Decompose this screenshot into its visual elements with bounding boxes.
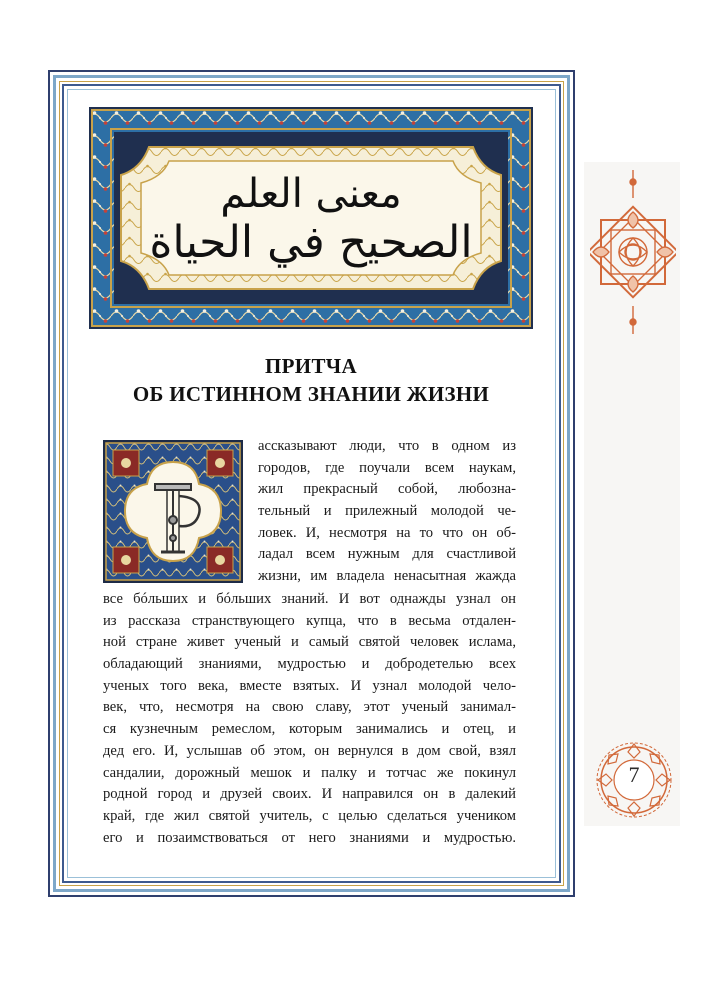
calligraphy-line-2: الصحيح في الحياة [149, 217, 473, 268]
body-line: ученых того века, вместе взятых. И узнал молодой чело- [103, 677, 516, 694]
body-line: дед его. И, услышав об этом, он вернулся в дом свой, взял [103, 742, 516, 759]
body-text [103, 589, 516, 849]
body-line: жил прекрасный собой, любозна- [258, 481, 516, 498]
body-line: край, где жил святой учитель, с целью сделаться учеником [103, 807, 516, 824]
body-line: ладал всем нужным для счастливой [258, 546, 516, 563]
page-number: 7 [628, 762, 640, 787]
body-text-beside-initial [258, 436, 516, 588]
body-line: жизни, им владела ненасытная жажда [258, 568, 516, 585]
drop-cap-letter: Р [172, 576, 174, 577]
body-line: ловек. И, несмотря на то что он об- [258, 524, 516, 541]
page-title [75, 352, 547, 408]
body-line: все бóльших и бóльших знаний. И вот однажды узнал он [103, 591, 516, 607]
calligraphy-line-1: معنى العلم [220, 171, 402, 217]
title-line-2: ОБ ИСТИННОМ ЗНАНИИ ЖИЗНИ [132, 382, 490, 406]
body-line: из рассказа странствующего купца, что в весьма отдален- [103, 612, 516, 629]
body-line: родной город и друзей своих. И направился он в далекий [103, 786, 516, 803]
body-line: сандалии, дорожный мешок и палку и тотчас же покинул [103, 764, 516, 781]
body-line: его и позаимствоваться от него знаниями и мудростью. [103, 829, 516, 846]
body-line: век, что, несмотря на свою славу, этот ученый занимал- [103, 699, 516, 716]
illuminated-initial [103, 440, 243, 583]
body-line: городов, где поучали всем наукам, [258, 459, 516, 476]
body-line: тельный и прилежный молодой че- [258, 503, 516, 520]
title-line-1: ПРИТЧА [265, 354, 357, 378]
body-line: обладающий знаниями, мудростью и добродетелью всех [103, 656, 516, 673]
body-line: ной стране живет ученый и самый святой человек ислама, [103, 634, 516, 651]
body-line: ассказывают люди, что в одном из [258, 438, 516, 454]
arabesque-ornament-icon [590, 168, 676, 336]
calligraphy-header-panel [89, 107, 533, 329]
body-line: ся кузнечным ремеслом, которым занимались и отец, и [103, 721, 516, 738]
